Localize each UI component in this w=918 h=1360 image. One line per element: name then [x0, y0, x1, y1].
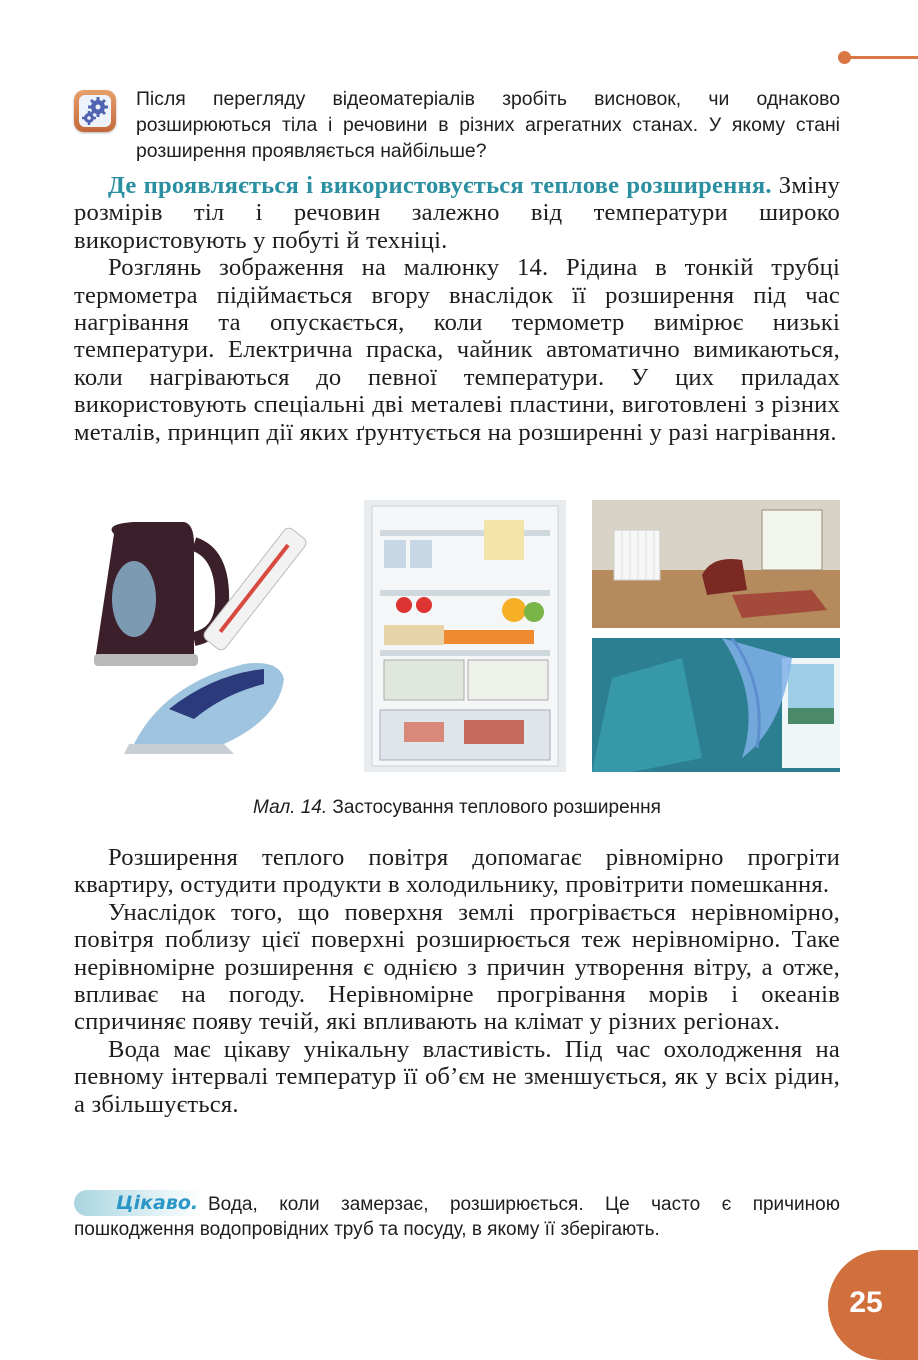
- paragraph-3: Вода має цікаву унікальну властивість. Під час охолодження на певному інтервалі температур її об’єм не зменшується, як у всіх рідин, а збільшується.: [74, 1035, 840, 1118]
- section-block: [74, 172, 840, 446]
- gears-icon: [74, 90, 116, 132]
- appliances-photo: [74, 504, 336, 760]
- figure-caption: [74, 796, 840, 820]
- top-decor-dot: [838, 51, 851, 64]
- radiator-room-photo: [592, 500, 840, 628]
- paragraph-1: Розширення теплого повітря допомагає рівномірно прогріти квартиру, остудити продукти в холодильнику, провітрити помешкання.: [74, 844, 840, 899]
- note-label: Цікаво.: [116, 1192, 199, 1214]
- main-text: [74, 844, 840, 1118]
- fridge-photo: [364, 500, 566, 772]
- figure-14: [74, 498, 840, 774]
- task-text: Після перегляду відеоматеріалів зробіть висновок, чи однаково розширюються тіла і речовини в різних агрегатних станах. У якому стані розширення проявляється найбільше?: [136, 88, 840, 162]
- section-intro: Зміну розмірів тіл і речовин залежно від температури широко використовують у побуті й техніці.: [74, 172, 840, 254]
- paragraph-2: Унаслідок того, що поверхня землі прогрівається нерівномірно, повітря поблизу цієї поверхні розширюється теж нерівномірно. Таке нерівномірне розширення є однією з причин утворення вітру, а отже, впливає на погоду. Нерівномірне прогрівання морів і океанів спричиняє появу течій, які впливають на клімат у різних регіонах.: [74, 898, 840, 1036]
- note-text: Вода, коли замерзає, розширюється. Це часто є причиною пошкодження водопровідних труб та посуду, в якому її зберігають.: [74, 1194, 840, 1240]
- figure-caption-label: Мал. 14.: [253, 797, 328, 818]
- page-number: 25: [849, 1286, 883, 1319]
- window-curtain-photo: [592, 638, 840, 772]
- figure-caption-text: Застосування теплового розширення: [327, 797, 661, 818]
- section-title: Де проявляється і використовується теплове розширення.: [108, 172, 772, 199]
- paragraph-figure-ref: Розглянь зображення на малюнку 14. Рідина в тонкій трубці термометра підіймається вгору внаслідок її розширення під час нагрівання та опускається, коли термометр вимірює низькі температури. Електрична праска, чайник автоматично вимикаються, коли нагріваються до певної температури. У цих приладах використовують спеціальні дві металеві пластини, виготовлені з різних металів, принцип дії яких ґрунтується на розширенні у разі нагрівання.: [74, 254, 840, 446]
